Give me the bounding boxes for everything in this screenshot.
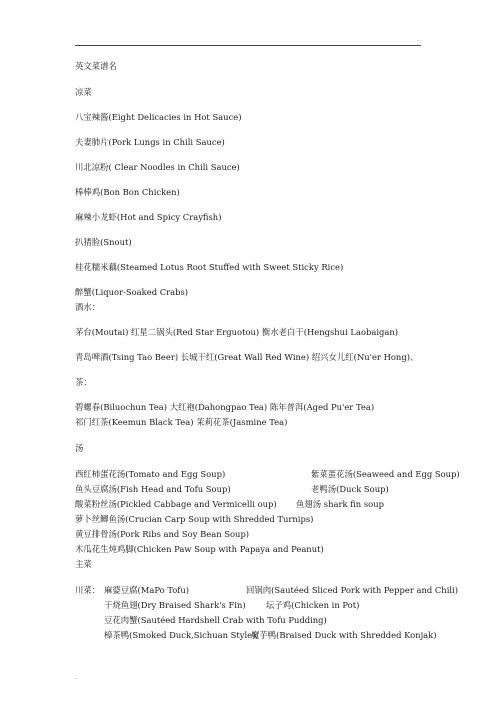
tea-line: 碧螺春(Biluochun Tea) 大红袍(Dahongpao Tea) 陈年普洱(Aged Pu'er Tea) <box>75 402 375 412</box>
footer-mark: . <box>75 674 77 681</box>
list-item: 扒猪脸(Snout) <box>75 237 132 247</box>
dish-name: 回锅肉(Sautéed Sliced Pork with Pepper and Chili) <box>246 585 459 595</box>
table-row <box>104 600 360 610</box>
list-item: 木瓜花生炖鸡脚(Chicken Paw Soup with Papaya and Peanut) <box>75 544 324 554</box>
table-row <box>104 630 437 640</box>
document-title: 英文菜谱名 <box>75 61 117 71</box>
table-row <box>75 585 459 595</box>
section-heading-main-dishes: 主菜 <box>75 559 92 569</box>
dish-name: 樟茶鸭(Smoked Duck,Sichuan Style) <box>104 630 256 640</box>
list-item: 八宝辣酱(Eight Delicacies in Hot Sauce) <box>75 112 242 122</box>
dish-name: 干烧鱼翅(Dry Braised Shark's Fin) <box>104 600 246 610</box>
section-heading-soup: 汤 <box>75 443 84 453</box>
soup-name: 紫菜蛋花汤(Seaweed and Egg Soup) <box>311 469 460 479</box>
section-heading-tea: 茶： <box>75 377 92 387</box>
list-item: 棒棒鸡(Bon Bon Chicken) <box>75 187 180 197</box>
list-item: 川北凉粉( Clear Noodles in Chili Sauce) <box>75 162 240 172</box>
list-item: 夫妻肺片(Pork Lungs in Chili Sauce) <box>75 137 225 147</box>
drinks-line: 青岛啤酒(Tsing Tao Beer) 长城干红(Great Wall Red Wine) 绍兴女儿红(Nu'er Hong)、 <box>75 352 419 362</box>
table-row <box>75 499 384 509</box>
cuisine-label: 川菜： <box>75 585 101 595</box>
soup-name: 鱼翅汤 shark fin soup <box>296 499 384 509</box>
list-item: 醉蟹(Liquor-Soaked Crabs) <box>75 287 189 297</box>
table-row <box>75 484 389 494</box>
header-rule <box>75 45 421 46</box>
dish-name: 魔芋鸭(Braised Duck with Shredded Konjak) <box>251 630 437 640</box>
header-mark: . <box>417 36 419 43</box>
list-item: 麻辣小龙虾(Hot and Spicy Crayfish) <box>75 212 222 222</box>
section-heading-drinks: 酒水： <box>75 302 101 312</box>
drinks-line: 茅台(Moutai) 红星二锅头(Red Star Erguotou) 衡水老白干(Hengshui Laobaigan) <box>75 327 399 337</box>
dish-name: 麻婆豆腐(MaPo Tofu) <box>104 585 190 595</box>
table-row <box>75 469 460 479</box>
list-item: 萝卜丝鲫鱼汤(Crucian Carp Soup with Shredded Turnips) <box>75 514 314 524</box>
table-row <box>104 615 327 625</box>
dish-name: 坛子鸡(Chicken in Pot) <box>266 600 360 610</box>
soup-name: 老鸭汤(Duck Soup) <box>311 484 389 494</box>
soup-name: 西红柿蛋花汤(Tomato and Egg Soup) <box>75 469 226 479</box>
dish-name: 豆花肉蟹(Sautéed Hardshell Crab with Tofu Pudding) <box>104 615 327 625</box>
list-item: 黄豆排骨汤(Pork Ribs and Soy Bean Soup) <box>75 529 250 539</box>
soup-name: 鱼头豆腐汤(Fish Head and Tofu Soup) <box>75 484 231 494</box>
soup-name: 酸菜粉丝汤(Pickled Cabbage and Vermicelli oup) <box>75 499 277 509</box>
tea-line: 祁门红茶(Keemun Black Tea) 茉莉花茶(Jasmine Tea) <box>75 417 288 427</box>
list-item: 桂花糯米藕(Steamed Lotus Root Stuffed with Sweet Sticky Rice) <box>75 262 344 272</box>
section-heading-cold-dishes: 凉菜 <box>75 87 92 97</box>
